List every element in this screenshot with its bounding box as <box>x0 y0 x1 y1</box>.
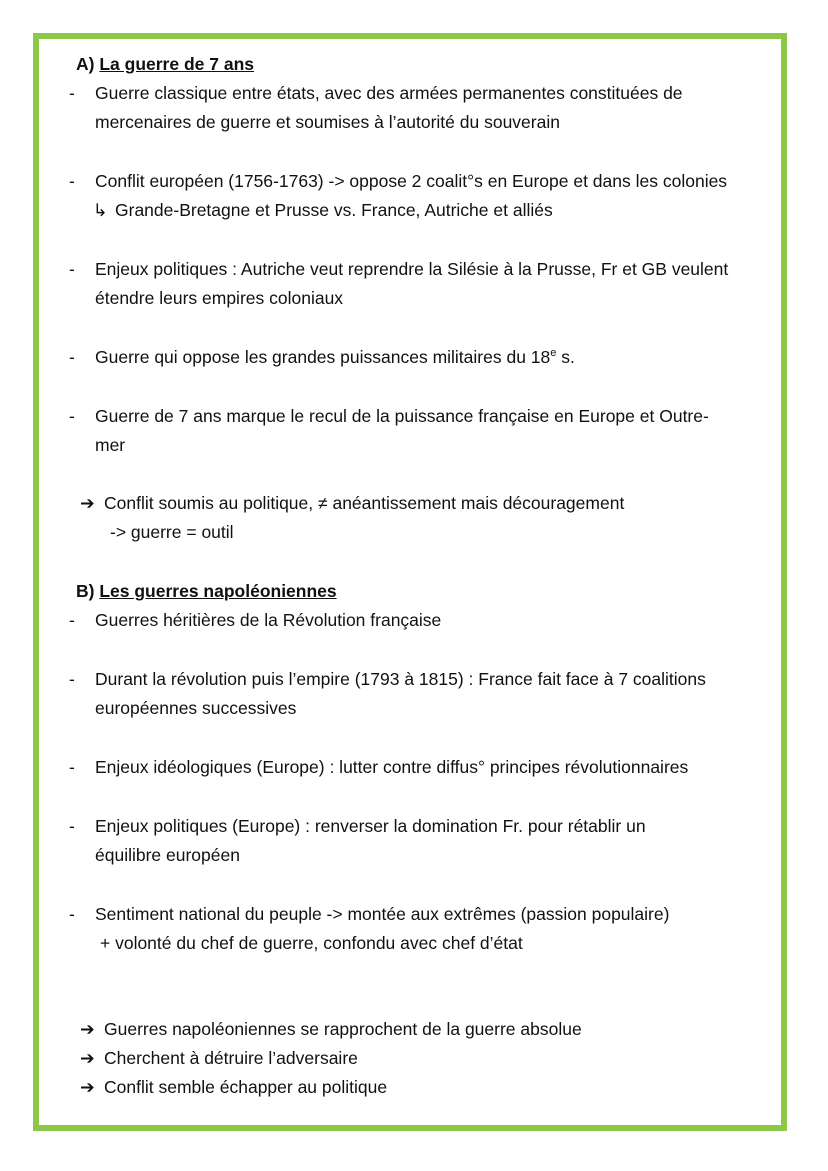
bullet-text-cont: européennes successives <box>95 698 297 718</box>
bullet-text-cont: Grande-Bretagne et Prusse vs. France, Autriche et alliés <box>115 200 553 220</box>
conclusion-text: Conflit soumis au politique, ≠ anéantissement mais découragement <box>104 493 625 513</box>
bullet-dash: - <box>69 171 75 191</box>
bullet-text-cont: + volonté du chef de guerre, confondu avec chef d’état <box>100 933 523 953</box>
bullet-text-main: Guerre qui oppose les grandes puissances militaires du 18 <box>95 347 551 367</box>
bullet-text: Guerre de 7 ans marque le recul de la puissance française en Europe et Outre- <box>95 406 709 426</box>
bullet-text-tail: s. <box>556 347 575 367</box>
arrow-right-icon: ➔ <box>80 1048 95 1068</box>
bullet-dash: - <box>69 610 75 630</box>
conclusion-text: Guerres napoléoniennes se rapprochent de la guerre absolue <box>104 1019 582 1039</box>
bullet-text: Conflit européen (1756-1763) -> oppose 2 coalit°s en Europe et dans les colonies <box>95 171 728 191</box>
conclusion-text: Cherchent à détruire l’adversaire <box>104 1048 358 1068</box>
arrow-right-icon: ➔ <box>80 493 95 513</box>
section-b-heading <box>76 579 337 603</box>
superscript: e <box>550 347 557 360</box>
bullet-text: Guerre classique entre états, avec des armées permanentes constituées de <box>95 83 683 103</box>
bullet-dash: - <box>69 757 75 777</box>
section-a-title: La guerre de 7 ans <box>99 54 254 74</box>
bullet-text-cont: mercenaires de guerre et soumises à l’autorité du souverain <box>95 112 560 132</box>
conclusion-text-cont: -> guerre = outil <box>110 522 234 542</box>
section-b-title: Les guerres napoléoniennes <box>99 581 337 601</box>
section-a-label: A) <box>76 54 95 74</box>
bullet-text: Sentiment national du peuple -> montée aux extrêmes (passion populaire) <box>95 904 670 924</box>
bullet-text <box>95 345 575 369</box>
bullet-dash: - <box>69 259 75 279</box>
hook-arrow-icon: ↳ <box>93 200 108 220</box>
bullet-text-cont: mer <box>95 435 126 455</box>
bullet-text: Enjeux politiques (Europe) : renverser la domination Fr. pour rétablir un <box>95 816 646 836</box>
bullet-dash: - <box>69 904 75 924</box>
bullet-text-cont: équilibre européen <box>95 845 240 865</box>
bullet-text: Enjeux politiques : Autriche veut reprendre la Silésie à la Prusse, Fr et GB veulent <box>95 259 729 279</box>
arrow-right-icon: ➔ <box>80 1077 95 1097</box>
bullet-dash: - <box>69 816 75 836</box>
bullet-dash: - <box>69 347 75 367</box>
conclusion-text: Conflit semble échapper au politique <box>104 1077 388 1097</box>
bullet-dash: - <box>69 83 75 103</box>
bullet-dash: - <box>69 669 75 689</box>
bullet-text: Guerres héritières de la Révolution française <box>95 610 442 630</box>
section-a-heading <box>76 52 254 76</box>
bullet-text: Enjeux idéologiques (Europe) : lutter contre diffus° principes révolutionnaires <box>95 757 689 777</box>
bullet-text: Durant la révolution puis l’empire (1793 à 1815) : France fait face à 7 coalitions <box>95 669 706 689</box>
bullet-text-cont: étendre leurs empires coloniaux <box>95 288 344 308</box>
section-b-label: B) <box>76 581 95 601</box>
arrow-right-icon: ➔ <box>80 1019 95 1039</box>
bullet-dash: - <box>69 406 75 426</box>
